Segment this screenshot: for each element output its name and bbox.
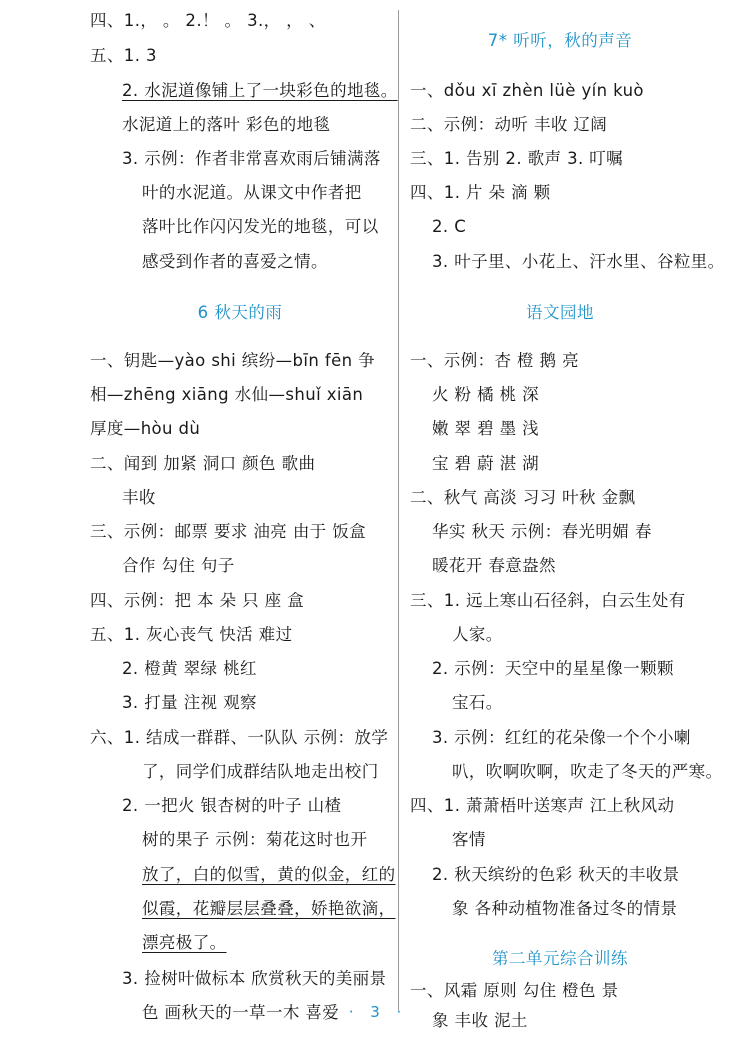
answer-line: 四、1. 萧萧梧叶送寒声 江上秋风动 bbox=[410, 796, 675, 815]
answer-line: 3. 捡树叶做标本 欣赏秋天的美丽景 bbox=[122, 969, 387, 988]
answer-line-underlined: 似霞，花瓣层层叠叠，娇艳欲滴， bbox=[142, 899, 396, 918]
answer-line: 三、1. 告别 2. 歌声 3. 叮嘱 bbox=[410, 149, 624, 168]
answer-line: 2. 橙黄 翠绿 桃红 bbox=[122, 659, 257, 678]
answer-line: 火 粉 橘 桃 深 bbox=[432, 385, 540, 404]
answer-line: 四、1. 片 朵 滴 颗 bbox=[410, 183, 551, 202]
answer-line: 一、dǒu xī zhèn lüè yín kuò bbox=[410, 81, 644, 100]
answer-line: 一、钥匙—yào shi 缤纷—bīn fēn 争 bbox=[90, 351, 376, 370]
answer-line: 人家。 bbox=[452, 625, 503, 644]
answer-line: 厚度—hòu dù bbox=[90, 419, 201, 438]
answer-line: 一、风霜 原则 勾住 橙色 景 bbox=[410, 981, 619, 1000]
answer-line: 三、示例：邮票 要求 油亮 由于 饭盒 bbox=[90, 522, 367, 541]
answer-line: 丰收 bbox=[122, 488, 156, 507]
answer-line: 相—zhēng xiāng 水仙—shuǐ xiān bbox=[90, 385, 364, 404]
answer-line: 三、1. 远上寒山石径斜，白云生处有 bbox=[410, 591, 686, 610]
answer-line: 宝石。 bbox=[452, 693, 503, 712]
answer-line: 一、示例：杏 橙 鹅 亮 bbox=[410, 351, 580, 370]
answer-line: 象 丰收 泥土 bbox=[432, 1011, 528, 1030]
answer-line: 叶的水泥道。从课文中作者把 bbox=[142, 183, 362, 202]
answer-line: 四、1.， 。 2.！ 。 3.， ， 、 bbox=[90, 11, 326, 30]
answer-line: 2. 一把火 银杏树的叶子 山楂 bbox=[122, 796, 342, 815]
answer-line: 落叶比作闪闪发光的地毯，可以 bbox=[142, 217, 379, 236]
answer-line: 树的果子 示例：菊花这时也开 bbox=[142, 830, 368, 849]
answer-line: 3. 示例：作者非常喜欢雨后铺满落 bbox=[122, 149, 381, 168]
answer-line: 象 各种动植物准备过冬的情景 bbox=[452, 899, 678, 918]
answer-line: 五、1. 灰心丧气 快活 难过 bbox=[90, 625, 293, 644]
answer-line: 水泥道上的落叶 彩色的地毯 bbox=[122, 115, 331, 134]
answer-line-underlined: 放了，白的似雪，黄的似金，红的 bbox=[142, 865, 396, 884]
answer-line: 色 画秋天的一草一木 喜爱 bbox=[142, 1003, 340, 1022]
answer-line-underlined: 漂亮极了。 bbox=[142, 933, 227, 952]
answer-line: 感受到作者的喜爱之情。 bbox=[142, 252, 328, 271]
answer-line: 合作 勾住 句子 bbox=[122, 556, 235, 575]
answer-line: 叭，吹啊吹啊，吹走了冬天的严寒。 bbox=[452, 762, 723, 781]
answer-line: 3. 叶子里、小花上、汗水里、谷粒里。 bbox=[432, 252, 725, 271]
answer-line: 3. 示例：红红的花朵像一个个小喇 bbox=[432, 728, 691, 747]
answer-line: 二、闻到 加紧 洞口 颜色 歌曲 bbox=[90, 454, 316, 473]
answer-line: 宝 碧 蔚 湛 湖 bbox=[432, 454, 540, 473]
answer-line: 客情 bbox=[452, 830, 486, 849]
answer-line: 五、1. 3 bbox=[90, 46, 157, 65]
answer-line: 2. 秋天缤纷的色彩 秋天的丰收景 bbox=[432, 865, 680, 884]
answer-line: 2. 示例：天空中的星星像一颗颗 bbox=[432, 659, 674, 678]
answer-line: 暖花开 春意盎然 bbox=[432, 556, 556, 575]
answer-line: 华实 秋天 示例：春光明媚 春 bbox=[432, 522, 652, 541]
section-heading: 6 秋天的雨 bbox=[197, 303, 283, 322]
answer-line-underlined: 2. 水泥道像铺上了一块彩色的地毯。 bbox=[122, 81, 398, 100]
answer-line: 六、1. 结成一群群、一队队 示例：放学 bbox=[90, 728, 389, 747]
answer-line: 二、示例：动听 丰收 辽阔 bbox=[410, 115, 608, 134]
answer-line: 二、秋气 高淡 习习 叶秋 金飘 bbox=[410, 488, 636, 507]
answer-line: 2. C bbox=[432, 217, 467, 236]
page-number: · 3 · bbox=[348, 1003, 408, 1021]
answer-line: 3. 打量 注视 观察 bbox=[122, 693, 257, 712]
column-divider bbox=[398, 10, 399, 1010]
answer-line: 四、示例：把 本 朵 只 座 盒 bbox=[90, 591, 305, 610]
section-heading: 7* 听听，秋的声音 bbox=[487, 31, 633, 50]
answer-line: 了，同学们成群结队地走出校门 bbox=[142, 762, 379, 781]
answer-line: 嫩 翠 碧 墨 浅 bbox=[432, 419, 540, 438]
section-heading: 语文园地 bbox=[526, 303, 594, 322]
section-heading: 第二单元综合训练 bbox=[492, 949, 628, 968]
